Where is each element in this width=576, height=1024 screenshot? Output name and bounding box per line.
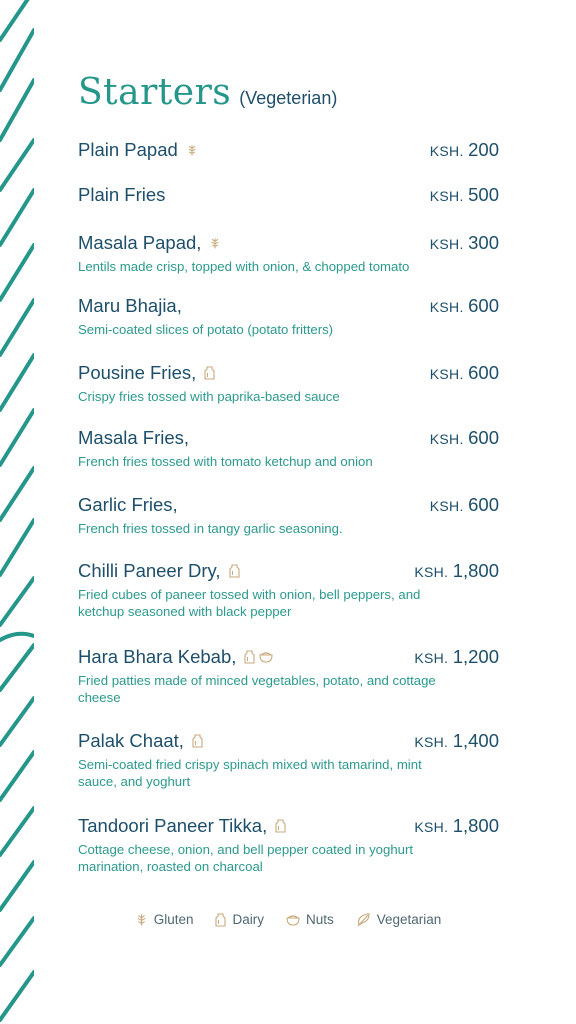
vegetarian-icon [356, 912, 371, 927]
price-currency: KSH. [414, 564, 449, 580]
menu-item-header [78, 730, 499, 754]
nuts-icon [286, 913, 300, 926]
menu-item-icons [209, 237, 221, 249]
menu-item-name [78, 139, 198, 161]
legend-label: Vegetarian [376, 912, 442, 927]
price-currency: KSH. [429, 236, 464, 252]
menu-item-icons [244, 650, 273, 664]
legend-label: Nuts [305, 912, 334, 927]
decorative-stripes [0, 0, 34, 1024]
menu-item-header [78, 295, 499, 319]
menu-item-name [78, 184, 165, 206]
price-amount: 1,400 [452, 730, 499, 751]
price-currency: KSH. [414, 650, 449, 666]
menu-item-name-text: Hara Bhara Kebab, [78, 646, 237, 667]
dairy-icon [215, 913, 226, 927]
menu-item [78, 139, 499, 163]
menu-item-name [78, 362, 215, 384]
price-amount: 600 [468, 427, 499, 448]
price-amount: 1,800 [452, 560, 499, 581]
menu-item [78, 560, 499, 620]
price-currency: KSH. [429, 299, 464, 315]
vegetarian-icon [186, 144, 198, 156]
menu-item-name-text: Masala Fries, [78, 427, 190, 448]
menu-item-name [78, 494, 178, 516]
menu-item-description: French fries tossed in tangy garlic seasoning. [78, 521, 343, 536]
menu-item-icons [204, 366, 215, 380]
menu-item-price [414, 646, 499, 668]
dairy-icon [204, 366, 215, 380]
menu-item-name [78, 295, 182, 317]
menu-item-header [78, 494, 499, 518]
menu-item-name [78, 560, 240, 582]
menu-item [78, 295, 499, 338]
menu-item-description: Fried cubes of paneer tossed with onion, bell peppers, and ketchup seasoned with black pepper [78, 587, 421, 619]
menu-item-price [430, 295, 499, 317]
menu-item-header [78, 646, 499, 670]
legend-item [286, 912, 334, 927]
menu-item-description: Semi-coated slices of potato (potato fritters) [78, 322, 334, 337]
price-amount: 300 [468, 232, 499, 253]
price-amount: 200 [468, 139, 499, 160]
menu-item [78, 730, 499, 790]
menu-item-price [430, 184, 499, 206]
menu-item [78, 362, 499, 405]
legend-label: Gluten [153, 912, 194, 927]
menu-item-description: Semi-coated fried crispy spinach mixed with tamarind, mint sauce, and yoghurt [78, 757, 422, 789]
menu-item-name-text: Palak Chaat, [78, 730, 184, 751]
allergen-legend [0, 912, 576, 927]
dairy-icon [229, 564, 240, 578]
menu-item-price [430, 232, 499, 254]
menu-item-name-text: Chilli Paneer Dry, [78, 560, 221, 581]
menu-item-price [430, 362, 499, 384]
menu-item [78, 646, 499, 706]
price-amount: 1,800 [452, 815, 499, 836]
menu-item [78, 494, 499, 537]
menu-item-name-text: Maru Bhajia, [78, 295, 182, 316]
section-title: Starters [78, 72, 232, 113]
menu-item-price [414, 815, 499, 837]
menu-item-header [78, 139, 499, 163]
menu-item-header [78, 184, 499, 208]
menu-item-name [78, 730, 203, 752]
menu-item-name [78, 232, 221, 254]
dairy-icon [192, 734, 203, 748]
section-header [78, 72, 337, 113]
menu-item-name-text: Pousine Fries, [78, 362, 197, 383]
dairy-icon [244, 650, 255, 664]
menu-item-name-text: Masala Papad, [78, 232, 202, 253]
nuts-icon [259, 650, 273, 664]
menu-item-icons [186, 144, 198, 156]
price-amount: 500 [468, 184, 499, 205]
menu-item-header [78, 232, 499, 256]
price-amount: 600 [468, 362, 499, 383]
price-currency: KSH. [429, 431, 464, 447]
menu-item-name [78, 427, 189, 449]
menu-item [78, 184, 499, 208]
menu-item-price [430, 139, 499, 161]
menu-item-icons [275, 819, 286, 833]
menu-item [78, 427, 499, 470]
vegetarian-icon [209, 237, 221, 249]
legend-item [215, 912, 264, 927]
menu-item-name-text: Tandoori Paneer Tikka, [78, 815, 268, 836]
section-subtitle: (Vegeterian) [239, 88, 338, 108]
menu-item-name-text: Plain Fries [78, 184, 166, 205]
menu-item-price [430, 427, 499, 449]
price-currency: KSH. [414, 819, 449, 835]
price-currency: KSH. [429, 498, 464, 514]
menu-item-icons [229, 564, 240, 578]
legend-label: Dairy [232, 912, 264, 927]
menu-item-description: Lentils made crisp, topped with onion, & chopped tomato [78, 259, 410, 274]
legend-item [356, 912, 442, 927]
legend-item [135, 912, 194, 927]
menu-item-name-text: Garlic Fries, [78, 494, 178, 515]
menu-item [78, 232, 499, 275]
menu-item-name [78, 646, 273, 668]
menu-item-description: Fried patties made of minced vegetables, potato, and cottage cheese [78, 673, 436, 705]
price-currency: KSH. [414, 734, 449, 750]
price-currency: KSH. [429, 143, 464, 159]
menu-item-header [78, 815, 499, 839]
price-amount: 600 [468, 494, 499, 515]
menu-item-price [430, 494, 499, 516]
menu-item-icons [192, 734, 203, 748]
menu-item-header [78, 362, 499, 386]
menu-item-header [78, 427, 499, 451]
menu-item-name [78, 815, 286, 837]
price-currency: KSH. [429, 366, 464, 382]
menu-item-description: Cottage cheese, onion, and bell pepper coated in yoghurt marination, roasted on charcoal [78, 842, 414, 874]
price-amount: 600 [468, 295, 499, 316]
menu-item [78, 815, 499, 875]
menu-item-price [414, 730, 499, 752]
menu-item-price [414, 560, 499, 582]
menu-item-description: French fries tossed with tomato ketchup and onion [78, 454, 373, 469]
gluten-icon [135, 913, 148, 926]
menu-item-header [78, 560, 499, 584]
menu-item-name-text: Plain Papad [78, 139, 178, 160]
menu-item-description: Crispy fries tossed with paprika-based sauce [78, 389, 340, 404]
dairy-icon [275, 819, 286, 833]
price-amount: 1,200 [452, 646, 499, 667]
price-currency: KSH. [429, 188, 464, 204]
